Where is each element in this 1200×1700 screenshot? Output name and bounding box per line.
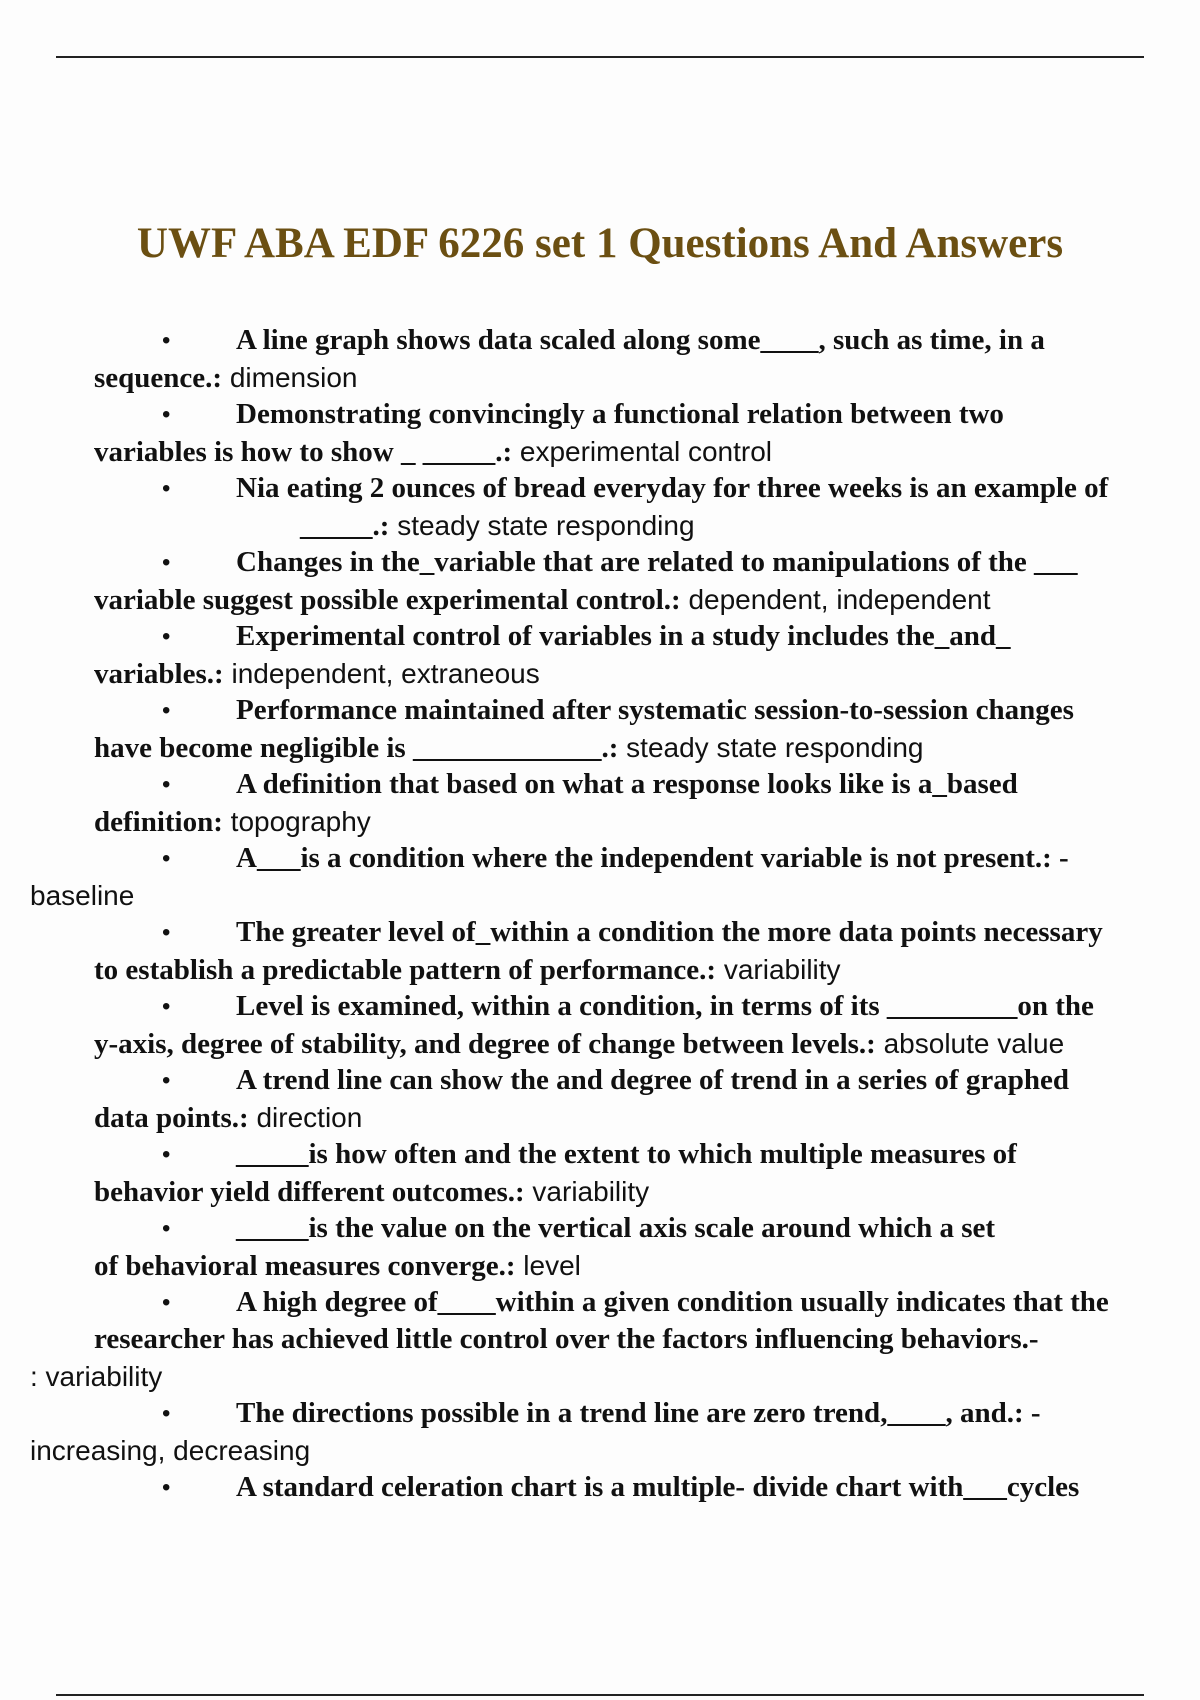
qa-item (0, 988, 1200, 1062)
qa-item (0, 1284, 1200, 1395)
bullet-icon: • (162, 475, 171, 502)
qa-item (0, 692, 1200, 766)
document-title: UWF ABA EDF 6226 set 1 Questions And Answers (136, 220, 1064, 267)
question-line1: Performance maintained after systematic session-to-session changes (236, 694, 1074, 726)
answer: level (515, 1250, 581, 1281)
bullet-icon: • (162, 993, 171, 1020)
qa-item (0, 1395, 1200, 1469)
question-line2: variables.: (94, 658, 224, 690)
answer: independent, extraneous (223, 658, 540, 689)
bullet-icon: • (162, 549, 171, 576)
bottom-rule (56, 1694, 1144, 1696)
question-line1: Experimental control of variables in a study includes the_and_ (236, 620, 1011, 652)
question-line2: have become negligible is _____________.: (94, 732, 619, 764)
question-line1: A___is a condition where the independent variable is not present.: - (236, 842, 1069, 874)
question-line1: A trend line can show the and degree of trend in a series of graphed (236, 1064, 1069, 1096)
qa-item (0, 1136, 1200, 1210)
question-line1: The greater level of_within a condition the more data points necessary (236, 916, 1103, 948)
answer: increasing, decreasing (30, 1435, 311, 1466)
question-line2: researcher has achieved little control over the factors influencing behaviors.- (94, 1323, 1039, 1355)
qa-item (0, 618, 1200, 692)
answer: direction (248, 1102, 363, 1133)
question-line1: A line graph shows data scaled along some____, such as time, in a (236, 324, 1045, 356)
question-line1: The directions possible in a trend line are zero trend,____, and.: - (236, 1397, 1041, 1429)
bullet-icon: • (162, 623, 171, 650)
bullet-icon: • (162, 771, 171, 798)
question-line2: of behavioral measures converge.: (94, 1250, 516, 1282)
answer: variability (524, 1176, 650, 1207)
question-line2: data points.: (94, 1102, 249, 1134)
qa-item (0, 1062, 1200, 1136)
question-line2: y-axis, degree of stability, and degree of change between levels.: (94, 1028, 876, 1060)
qa-item (0, 766, 1200, 840)
answer: topography (222, 806, 371, 837)
question-line2: _____.: (300, 510, 390, 542)
answer: dependent, independent (680, 584, 991, 615)
qa-list (0, 322, 1200, 1543)
question-line2: definition: (94, 806, 223, 838)
bullet-icon: • (162, 697, 171, 724)
bullet-icon: • (162, 1141, 171, 1168)
answer: variability (716, 954, 841, 985)
bullet-icon: • (162, 1215, 171, 1242)
question-line1: Nia eating 2 ounces of bread everyday for three weeks is an example of (236, 472, 1109, 504)
question-line1: A definition that based on what a response looks like is a_based (236, 768, 1018, 800)
qa-item (0, 840, 1200, 914)
question-line1: _____is how often and the extent to which multiple measures of (236, 1138, 1017, 1170)
answer: steady state responding (618, 732, 924, 763)
question-line2: variables is how to show _ _____.: (94, 436, 513, 468)
question-line2: to establish a predictable pattern of performance.: (94, 954, 717, 986)
answer: dimension (222, 362, 358, 393)
question-line1: A high degree of____within a given condition usually indicates that the (236, 1286, 1109, 1318)
qa-item (0, 544, 1200, 618)
qa-item (0, 396, 1200, 470)
bullet-icon: • (162, 1289, 171, 1316)
bullet-icon: • (162, 327, 171, 354)
answer: experimental control (512, 436, 773, 467)
question-line1: _____is the value on the vertical axis scale around which a set (236, 1212, 996, 1244)
question-line1: Changes in the_variable that are related to manipulations of the ___ (236, 546, 1078, 578)
question-line1: A standard celeration chart is a multiple- divide chart with___cycles (236, 1471, 1080, 1503)
question-line2: variable suggest possible experimental control.: (94, 584, 681, 616)
answer: absolute value (875, 1028, 1065, 1059)
qa-item (0, 914, 1200, 988)
bullet-icon: • (162, 1474, 171, 1501)
question-line1: Level is examined, within a condition, in terms of its _________on the (236, 990, 1094, 1022)
answer: : variability (30, 1361, 163, 1392)
qa-item (0, 1469, 1200, 1543)
qa-item (0, 1210, 1200, 1284)
qa-item (0, 470, 1200, 544)
top-rule (56, 56, 1144, 58)
answer: baseline (30, 880, 135, 911)
bullet-icon: • (162, 1400, 171, 1427)
qa-item (0, 322, 1200, 396)
bullet-icon: • (162, 919, 171, 946)
answer: steady state responding (389, 510, 695, 541)
bullet-icon: • (162, 401, 171, 428)
question-line2: behavior yield different outcomes.: (94, 1176, 525, 1208)
question-line1: Demonstrating convincingly a functional relation between two (236, 398, 1004, 430)
bullet-icon: • (162, 1067, 171, 1094)
question-line2: sequence.: (94, 362, 223, 394)
bullet-icon: • (162, 845, 171, 872)
